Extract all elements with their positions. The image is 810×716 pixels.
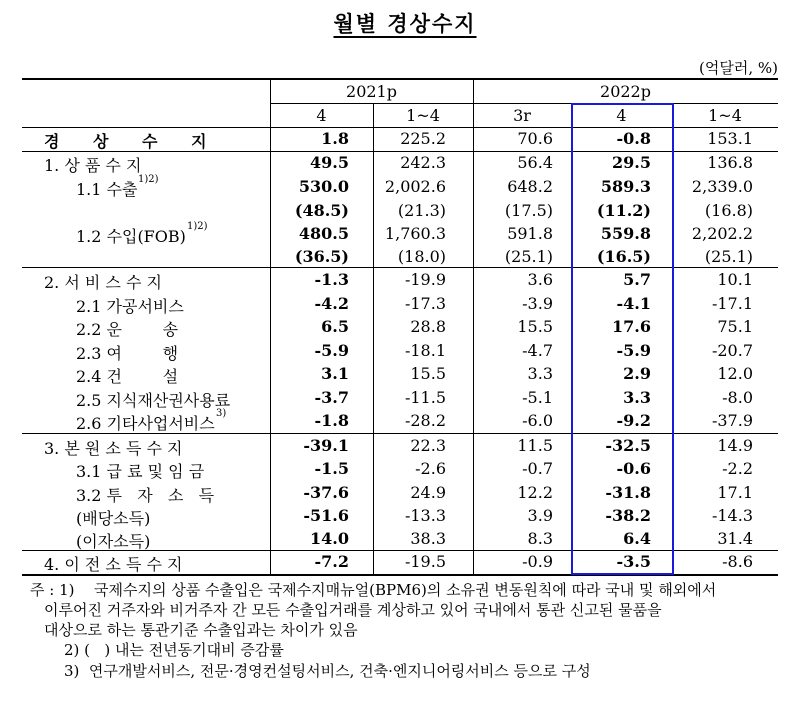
row-value: 2,002.6	[384, 177, 446, 196]
table-row	[22, 529, 778, 553]
row-label: 3.1 급 료 및 임 금	[76, 462, 205, 481]
row-value: 530.0	[298, 177, 349, 196]
row-value: 14.9	[717, 436, 753, 455]
row-value: -8.6	[722, 552, 753, 571]
table-row	[22, 174, 778, 201]
table-top-rule	[22, 78, 778, 80]
row-value: 3.3	[623, 388, 651, 407]
row-value: -9.2	[616, 411, 651, 430]
page-title: 월별 경상수지	[333, 11, 477, 36]
row-value: -1.3	[314, 270, 349, 289]
header-year-2022: 2022p	[600, 82, 651, 101]
row-value: -11.5	[404, 388, 446, 407]
row-value: 15.5	[517, 317, 553, 336]
row-value: 3.6	[527, 270, 553, 289]
row-value: -1.8	[314, 411, 349, 430]
table-row	[22, 436, 778, 460]
row-value: 15.5	[410, 364, 446, 383]
table-row	[22, 408, 778, 435]
unit-label: (억달러, %)	[699, 59, 778, 77]
table-row	[22, 341, 778, 365]
row-value: -17.1	[711, 294, 753, 313]
row-value: 153.1	[707, 129, 753, 148]
row-value: -38.2	[605, 506, 651, 525]
row-value: (36.5)	[294, 247, 349, 266]
header-mid-rule	[270, 103, 778, 104]
row-value: 242.3	[400, 153, 446, 172]
row-value: 56.4	[517, 153, 553, 172]
row-value: 1,760.3	[384, 224, 446, 243]
table-row	[22, 247, 778, 271]
row-label: 2. 서 비 스 수 지	[44, 273, 162, 292]
row-value: -0.7	[522, 459, 553, 478]
table-row	[22, 506, 778, 530]
row-label: 2.2 운 송	[76, 320, 179, 339]
row-value: 10.1	[717, 270, 753, 289]
table-row	[22, 364, 778, 388]
row-label: 1.1 수출	[76, 180, 138, 199]
row-value: -8.0	[722, 388, 753, 407]
row-value: -4.2	[314, 294, 349, 313]
row-value: 12.0	[717, 364, 753, 383]
table-row	[22, 459, 778, 483]
table-row	[22, 552, 778, 576]
table-row	[22, 294, 778, 318]
table-row	[22, 129, 778, 153]
row-value: -37.9	[711, 411, 753, 430]
row-value: 3.3	[527, 364, 553, 383]
table-row	[22, 483, 778, 507]
row-value: 1.8	[321, 129, 349, 148]
row-value: 14.0	[310, 529, 349, 548]
row-value: (16.8)	[704, 201, 753, 220]
table-row	[22, 388, 778, 412]
note-1-line-3: 대상으로 하는 통관기준 수출입과는 차이가 있음	[44, 621, 358, 639]
row-value: 6.5	[321, 317, 349, 336]
row-label: 2.3 여 행	[76, 344, 179, 363]
row-value: -39.1	[303, 436, 349, 455]
row-value: 11.5	[517, 436, 553, 455]
row-value: -0.8	[616, 129, 651, 148]
row-value: -51.6	[303, 506, 349, 525]
header-col-2021-4: 4	[316, 106, 327, 125]
row-value: -2.2	[722, 459, 753, 478]
row-label: 2.6 기타사업서비스	[76, 414, 215, 433]
row-value: (21.3)	[397, 201, 446, 220]
row-footnote-marker: 1)2)	[187, 221, 208, 232]
row-value: -19.9	[404, 270, 446, 289]
table-row	[22, 153, 778, 177]
table-row	[22, 270, 778, 294]
row-label: 1. 상 품 수 지	[44, 156, 142, 175]
row-value: 24.9	[410, 483, 446, 502]
row-value: 6.4	[623, 529, 651, 548]
row-value: 70.6	[517, 129, 553, 148]
row-value: -20.7	[711, 341, 753, 360]
row-label: 경 상 수 지	[44, 132, 221, 151]
row-value: -31.8	[605, 483, 651, 502]
row-value: (18.0)	[397, 247, 446, 266]
row-value: 12.2	[517, 483, 553, 502]
row-value: -4.7	[522, 341, 553, 360]
table-row	[22, 201, 778, 225]
row-value: 559.8	[600, 224, 651, 243]
row-value: 225.2	[400, 129, 446, 148]
row-label: 2.5 지식재산권사용료	[76, 391, 231, 410]
row-value: 480.5	[298, 224, 349, 243]
row-value: (25.1)	[504, 247, 553, 266]
row-value: -6.0	[522, 411, 553, 430]
row-value: 28.8	[410, 317, 446, 336]
row-value: 5.7	[623, 270, 651, 289]
row-value: 49.5	[310, 153, 349, 172]
row-value: -3.5	[616, 552, 651, 571]
row-value: 589.3	[600, 177, 651, 196]
row-label: 3. 본 원 소 득 수 지	[44, 439, 183, 458]
header-col-2022-1-4: 1~4	[708, 106, 742, 125]
note-3: 3) 연구개발서비스, 전문·경영컨설팅서비스, 건축·엔지니어링서비스 등으로 구성	[64, 662, 591, 680]
row-value: 3.9	[527, 506, 553, 525]
note-2: 2) ( ) 내는 전년동기대비 증감률	[64, 641, 284, 659]
row-value: 591.8	[507, 224, 553, 243]
note-1-prefix: 주 : 1)	[30, 581, 75, 599]
row-label: 2.1 가공서비스	[76, 297, 184, 316]
table-row	[22, 317, 778, 341]
row-value: 2,339.0	[691, 177, 753, 196]
row-value: 3.1	[321, 364, 349, 383]
row-value: 75.1	[717, 317, 753, 336]
row-value: 29.5	[612, 153, 651, 172]
note-1-line-1: 국제수지의 상품 수출입은 국제수지매뉴얼(BPM6)의 소유권 변동원칙에 따라 국내 및 해외에서	[94, 581, 717, 599]
row-footnote-marker: 1)2)	[138, 174, 159, 185]
header-col-2022-3r: 3r	[513, 106, 531, 125]
row-value: -5.9	[314, 341, 349, 360]
row-value: -0.6	[616, 459, 651, 478]
row-value: -32.5	[605, 436, 651, 455]
row-value: 31.4	[717, 529, 753, 548]
row-value: -28.2	[404, 411, 446, 430]
row-value: -1.5	[314, 459, 349, 478]
row-footnote-marker: 3)	[216, 408, 227, 419]
row-value: -3.9	[522, 294, 553, 313]
row-value: -19.5	[404, 552, 446, 571]
row-value: (11.2)	[596, 201, 651, 220]
row-value: -4.1	[616, 294, 651, 313]
row-value: -17.3	[404, 294, 446, 313]
row-label: 2.4 건 설	[76, 367, 179, 386]
row-value: -14.3	[711, 506, 753, 525]
row-value: 8.3	[527, 529, 553, 548]
row-value: -13.3	[404, 506, 446, 525]
header-year-2021: 2021p	[346, 82, 397, 101]
row-label: (배당소득)	[76, 509, 151, 528]
row-value: (16.5)	[596, 247, 651, 266]
row-value: -5.1	[522, 388, 553, 407]
row-value: (48.5)	[294, 201, 349, 220]
note-1-line-2: 이루어진 거주자와 비거주자 간 모든 수출입거래를 계상하고 있어 국내에서 통관 신고된 물품을	[44, 601, 662, 619]
row-label: 4. 이 전 소 득 수 지	[44, 555, 183, 574]
row-label: 1.2 수입(FOB)	[76, 227, 186, 246]
row-value: -3.7	[314, 388, 349, 407]
row-value: (25.1)	[704, 247, 753, 266]
row-value: 22.3	[410, 436, 446, 455]
row-value: 38.3	[410, 529, 446, 548]
row-value: -0.9	[522, 552, 553, 571]
row-value: 648.2	[507, 177, 553, 196]
row-value: (17.5)	[504, 201, 553, 220]
row-value: -2.6	[415, 459, 446, 478]
row-value: -7.2	[314, 552, 349, 571]
row-value: 136.8	[707, 153, 753, 172]
row-value: -5.9	[616, 341, 651, 360]
row-value: 2,202.2	[691, 224, 753, 243]
row-value: 17.6	[612, 317, 651, 336]
header-col-2021-1-4: 1~4	[406, 106, 440, 125]
table-row	[22, 221, 778, 248]
row-label: (이자소득)	[76, 532, 151, 551]
row-value: -37.6	[303, 483, 349, 502]
row-value: -18.1	[404, 341, 446, 360]
row-label: 3.2 투 자 소 득	[76, 486, 215, 505]
header-col-2022-4: 4	[616, 106, 627, 125]
row-value: 17.1	[717, 483, 753, 502]
row-value: 2.9	[623, 364, 651, 383]
